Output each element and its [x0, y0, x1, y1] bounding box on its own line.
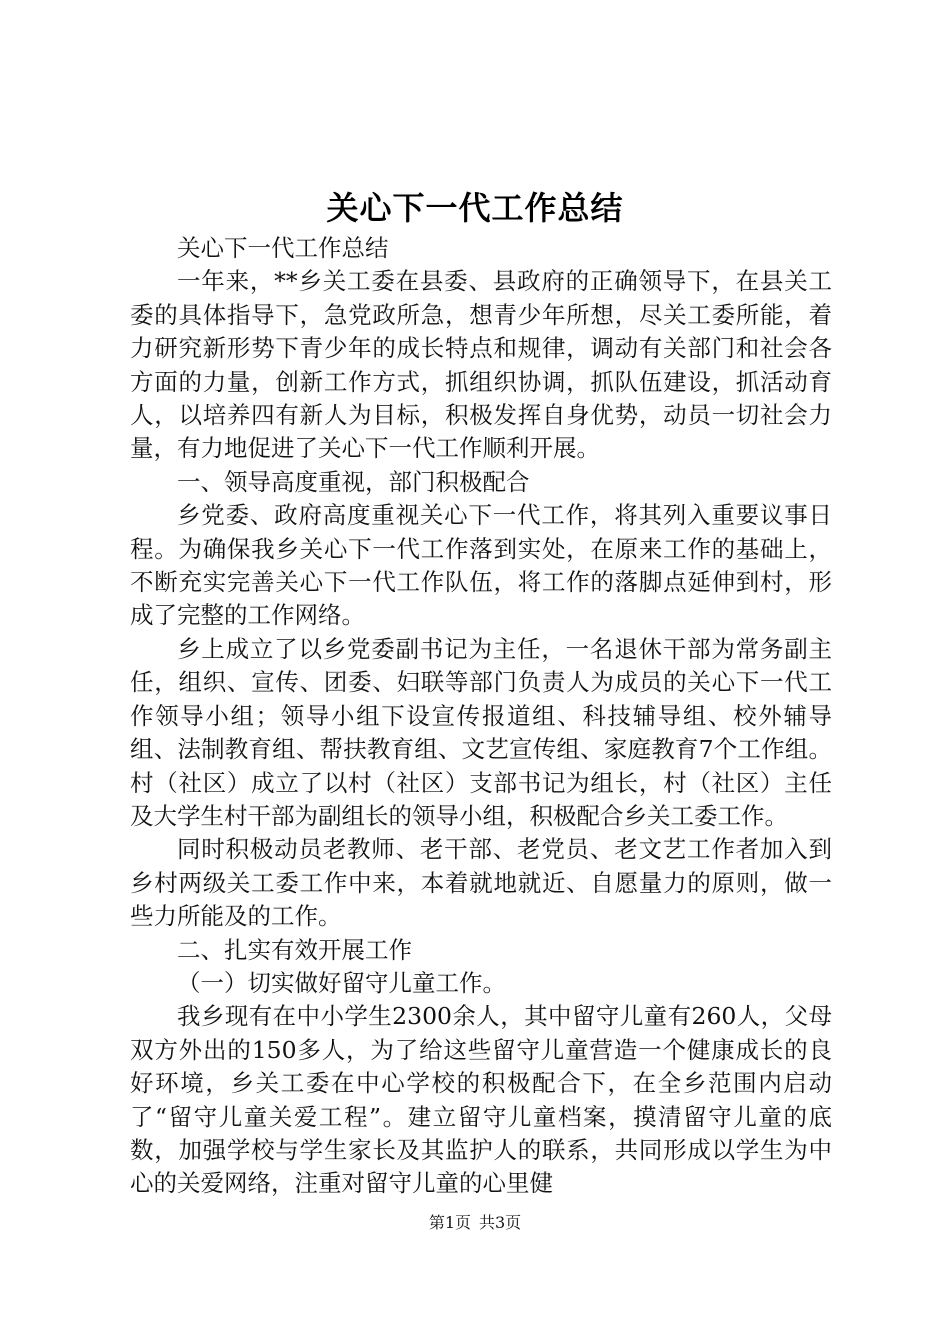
subsection-heading-1: （一）切实做好留守儿童工作。: [177, 968, 506, 997]
document-body: [130, 232, 832, 1201]
section-heading-2: 二、扎实有效开展工作: [177, 935, 412, 964]
page-number-current: 第1页: [428, 1213, 471, 1232]
paragraph-intro: 一年来，**乡关工委在县委、县政府的正确领导下，在县关工委的具体指导下，急党政所急，想青少年所想，尽关工委所能，着力研究新形势下青少年的成长特点和规律，调动有关部门和社会各方面的力量，创新工作方式，抓组织协调，抓队伍建设，抓活动育人，以培养四有新人为目标，积极发挥自身优势，动员一切社会力量，有力地促进了关心下一代工作顺利开展。: [130, 267, 832, 463]
paragraph-left-behind-children: 我乡现有在中小学生2300余人，其中留守儿童有260人，父母双方外出的150多人，为了给这些留守儿童营造一个健康成长的良好环境，乡关工委在中心学校的积极配合下，在全乡范围内启动了“留守儿童关爱工程”。建立留守儿童档案，摸清留守儿童的底数，加强学校与学生家长及其监护人的联系，共同形成以学生为中心的关爱网络，注重对留守儿童的心里健: [130, 1002, 832, 1198]
page-number-total: 共3页: [479, 1213, 522, 1232]
section-heading-1: 一、领导高度重视，部门积极配合: [177, 467, 530, 496]
paragraph-leadership: 乡党委、政府高度重视关心下一代工作，将其列入重要议事日程。为确保我乡关心下一代工作落到实处，在原来工作的基础上，不断充实完善关心下一代工作队伍，将工作的落脚点延伸到村，形成了完整的工作网络。: [130, 501, 832, 630]
paragraph-subtitle: 关心下一代工作总结: [177, 234, 389, 262]
paragraph-mobilization: 同时积极动员老教师、老干部、老党员、老文艺工作者加入到乡村两级关工委工作中来，本着就地就近、自愿量力的原则，做一些力所能及的工作。: [130, 835, 832, 931]
paragraph-organization: 乡上成立了以乡党委副书记为主任，一名退休干部为常务副主任，组织、宣传、团委、妇联等部门负责人为成员的关心下一代工作领导小组；领导小组下设宣传报道组、科技辅导组、校外辅导组、法制教育组、帮扶教育组、文艺宣传组、家庭教育7个工作组。村（社区）成立了以村（社区）支部书记为组长，村（社区）主任及大学生村干部为副组长的领导小组，积极配合乡关工委工作。: [130, 634, 832, 830]
document-title: 关心下一代工作总结: [326, 189, 624, 227]
page-footer: [0, 1212, 950, 1234]
